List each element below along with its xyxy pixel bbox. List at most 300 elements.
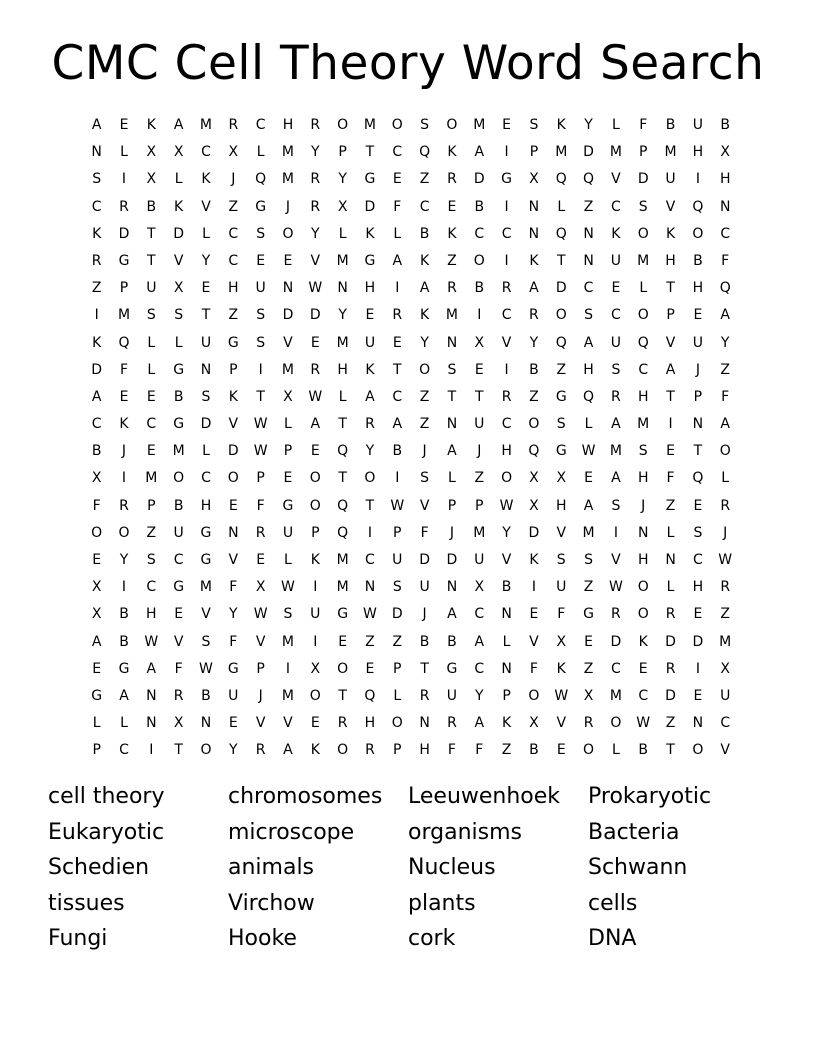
grid-row bbox=[83, 547, 739, 574]
grid-letter: N bbox=[528, 198, 540, 215]
grid-letter: R bbox=[611, 606, 621, 623]
grid-letter: C bbox=[611, 660, 621, 677]
grid-letter: K bbox=[447, 225, 457, 242]
grid-letter: P bbox=[475, 497, 484, 514]
grid-letter: Y bbox=[311, 144, 320, 161]
grid-letter: M bbox=[281, 171, 294, 188]
grid-letter: C bbox=[392, 388, 403, 405]
grid-letter: L bbox=[448, 470, 456, 487]
grid-letter: X bbox=[173, 715, 184, 732]
grid-letter: L bbox=[584, 416, 593, 433]
grid-letter: T bbox=[365, 497, 375, 514]
grid-letter: I bbox=[313, 579, 318, 596]
grid-letter: M bbox=[172, 443, 185, 460]
grid-letter: O bbox=[692, 225, 704, 242]
grid-row bbox=[83, 357, 739, 384]
grid-letter: V bbox=[665, 198, 676, 215]
grid-letter: C bbox=[173, 552, 184, 568]
grid-letter: D bbox=[173, 225, 185, 242]
page-title: CMC Cell Theory Word Search bbox=[51, 36, 765, 91]
grid-letter: U bbox=[228, 687, 239, 704]
grid-letter: X bbox=[556, 633, 567, 650]
grid-letter: V bbox=[201, 606, 211, 623]
word-list-item: chromosomes bbox=[228, 784, 383, 809]
grid-letter: Z bbox=[665, 497, 676, 514]
grid-letter: C bbox=[91, 198, 102, 215]
word-list-item: Leeuwenhoek bbox=[408, 784, 561, 809]
grid-letter: K bbox=[92, 225, 102, 242]
grid-letter: O bbox=[391, 117, 403, 133]
grid-letter: E bbox=[92, 552, 102, 568]
grid-letter: Q bbox=[255, 171, 267, 188]
grid-letter: Q bbox=[692, 470, 704, 487]
grid-letter: N bbox=[692, 715, 704, 732]
grid-letter: L bbox=[174, 171, 183, 188]
grid-letter: P bbox=[639, 144, 648, 161]
grid-letter: Z bbox=[447, 252, 457, 269]
grid-letter: V bbox=[665, 334, 676, 351]
word-list-item: Hooke bbox=[228, 926, 297, 951]
grid-letter: I bbox=[504, 144, 509, 161]
grid-letter: A bbox=[529, 280, 539, 297]
word-list bbox=[48, 779, 788, 957]
grid-letter: M bbox=[199, 117, 213, 133]
grid-letter: G bbox=[282, 497, 294, 514]
grid-letter: L bbox=[338, 388, 347, 405]
grid-letter: V bbox=[556, 715, 567, 732]
grid-row bbox=[83, 710, 739, 737]
word-list-item: Schedien bbox=[48, 855, 150, 880]
grid-letter: C bbox=[119, 742, 129, 759]
grid-letter: V bbox=[201, 198, 211, 215]
grid-letter: Q bbox=[637, 334, 649, 351]
grid-letter: V bbox=[228, 416, 239, 433]
grid-letter: L bbox=[256, 144, 265, 161]
grid-letter: B bbox=[91, 443, 102, 460]
grid-letter: Z bbox=[228, 307, 239, 324]
grid-letter: K bbox=[119, 416, 129, 433]
grid-letter: P bbox=[393, 524, 402, 541]
grid-letter: P bbox=[119, 280, 129, 297]
grid-letter: S bbox=[556, 552, 566, 568]
grid-letter: T bbox=[556, 252, 566, 269]
grid-row bbox=[83, 493, 739, 520]
grid-letter: N bbox=[637, 524, 649, 541]
grid-letter: L bbox=[338, 225, 347, 242]
grid-letter: F bbox=[447, 742, 456, 759]
grid-letter: Z bbox=[583, 198, 594, 215]
grid-letter: R bbox=[365, 416, 375, 433]
grid-letter: X bbox=[529, 715, 539, 732]
grid-letter: D bbox=[473, 171, 485, 188]
grid-letter: L bbox=[611, 742, 620, 759]
grid-letter: S bbox=[146, 552, 156, 568]
grid-letter: Q bbox=[337, 497, 349, 514]
grid-letter: V bbox=[529, 633, 539, 650]
grid-letter: P bbox=[529, 144, 539, 161]
word-list-item: Virchow bbox=[228, 890, 315, 916]
grid-letter: M bbox=[609, 443, 622, 460]
grid-letter: S bbox=[201, 633, 211, 650]
grid-letter: W bbox=[636, 715, 651, 732]
grid-letter: J bbox=[231, 171, 236, 188]
grid-letter: C bbox=[365, 552, 375, 568]
grid-letter: X bbox=[255, 579, 266, 596]
grid-letter: K bbox=[365, 361, 375, 378]
grid-letter: N bbox=[364, 579, 376, 596]
grid-letter: C bbox=[583, 280, 594, 297]
grid-letter: A bbox=[474, 715, 485, 732]
grid-letter: I bbox=[395, 470, 400, 487]
grid-letter: C bbox=[501, 225, 512, 242]
grid-letter: L bbox=[666, 524, 675, 541]
grid-letter: O bbox=[528, 416, 540, 433]
grid-letter: X bbox=[337, 198, 348, 215]
grid-letter: F bbox=[92, 497, 101, 514]
grid-letter: M bbox=[336, 552, 349, 568]
grid-letter: N bbox=[91, 144, 102, 161]
grid-letter: M bbox=[664, 144, 677, 161]
grid-letter: C bbox=[392, 144, 403, 161]
grid-letter: E bbox=[228, 497, 238, 514]
grid-letter: W bbox=[554, 687, 569, 704]
grid-letter: D bbox=[118, 225, 130, 242]
grid-row bbox=[83, 139, 739, 166]
grid-letter: Z bbox=[583, 579, 594, 596]
grid-letter: T bbox=[147, 225, 156, 242]
grid-letter: I bbox=[695, 660, 700, 677]
grid-letter: A bbox=[91, 117, 102, 133]
grid-letter: L bbox=[393, 225, 402, 242]
grid-letter: F bbox=[666, 470, 675, 487]
grid-letter: M bbox=[719, 633, 732, 650]
grid-letter: H bbox=[364, 280, 376, 297]
grid-letter: D bbox=[309, 307, 321, 324]
grid-row bbox=[83, 248, 739, 275]
grid-letter: W bbox=[363, 606, 377, 623]
grid-letter: H bbox=[419, 742, 430, 759]
grid-letter: J bbox=[422, 606, 427, 623]
grid-letter: F bbox=[639, 117, 648, 133]
grid-letter: Z bbox=[665, 715, 676, 732]
grid-letter: F bbox=[174, 660, 183, 677]
grid-letter: R bbox=[310, 361, 321, 378]
grid-letter: Y bbox=[720, 334, 730, 351]
grid-letter: L bbox=[202, 443, 210, 460]
grid-letter: O bbox=[309, 497, 321, 514]
grid-letter: P bbox=[256, 660, 265, 677]
grid-letter: S bbox=[638, 443, 648, 460]
grid-letter: O bbox=[528, 687, 540, 704]
grid-letter: A bbox=[474, 144, 485, 161]
grid-letter: S bbox=[92, 171, 102, 188]
grid-letter: C bbox=[474, 660, 485, 677]
grid-letter: J bbox=[121, 443, 127, 460]
grid-letter: S bbox=[256, 334, 266, 351]
grid-letter: A bbox=[119, 687, 129, 704]
grid-letter: D bbox=[637, 171, 649, 188]
word-list-item: Eukaryotic bbox=[48, 819, 165, 845]
grid-letter: I bbox=[367, 524, 373, 541]
grid-letter: I bbox=[313, 633, 318, 650]
grid-letter: U bbox=[255, 280, 266, 297]
grid-letter: A bbox=[447, 443, 457, 460]
grid-letter: E bbox=[338, 633, 348, 650]
grid-letter: A bbox=[91, 633, 102, 650]
grid-letter: C bbox=[255, 117, 266, 133]
grid-letter: O bbox=[337, 742, 349, 759]
grid-letter: I bbox=[504, 198, 509, 215]
grid-letter: O bbox=[200, 742, 212, 759]
grid-letter: Z bbox=[228, 198, 239, 215]
grid-letter: O bbox=[473, 252, 485, 269]
grid-letter: W bbox=[718, 552, 733, 568]
grid-letter: O bbox=[637, 579, 649, 596]
grid-letter: H bbox=[228, 280, 239, 297]
grid-letter: V bbox=[173, 633, 184, 650]
grid-letter: X bbox=[556, 470, 567, 487]
grid-letter: A bbox=[474, 633, 485, 650]
grid-letter: B bbox=[693, 252, 703, 269]
grid-letter: C bbox=[474, 225, 485, 242]
grid-letter: S bbox=[201, 388, 211, 405]
word-list-item: cork bbox=[408, 926, 456, 951]
word-list-item: DNA bbox=[588, 926, 637, 951]
grid-letter: N bbox=[146, 715, 157, 732]
grid-letter: O bbox=[637, 606, 649, 623]
grid-letter: F bbox=[393, 198, 402, 215]
grid-letter: C bbox=[501, 307, 512, 324]
grid-letter: M bbox=[637, 252, 650, 269]
grid-letter: E bbox=[392, 334, 402, 351]
grid-row bbox=[83, 465, 739, 492]
grid-letter: W bbox=[253, 606, 268, 623]
grid-letter: I bbox=[121, 171, 127, 188]
grid-letter: D bbox=[528, 524, 540, 541]
grid-letter: P bbox=[447, 497, 457, 514]
grid-letter: Z bbox=[419, 416, 430, 433]
grid-letter: H bbox=[692, 144, 704, 161]
grid-letter: E bbox=[666, 443, 675, 460]
grid-letter: M bbox=[336, 334, 349, 351]
grid-letter: M bbox=[363, 117, 376, 133]
grid-letter: K bbox=[92, 334, 102, 351]
grid-letter: Z bbox=[501, 742, 512, 759]
grid-letter: T bbox=[693, 443, 703, 460]
grid-letter: T bbox=[338, 416, 347, 433]
grid-letter: R bbox=[611, 388, 621, 405]
grid-row bbox=[83, 574, 739, 601]
grid-letter: I bbox=[258, 361, 263, 378]
grid-letter: F bbox=[229, 633, 238, 650]
grid-letter: X bbox=[529, 497, 539, 514]
grid-letter: Y bbox=[201, 252, 211, 269]
grid-letter: C bbox=[228, 252, 239, 269]
grid-letter: E bbox=[310, 715, 320, 732]
grid-letter: I bbox=[477, 307, 482, 324]
word-list-item: Prokaryotic bbox=[588, 784, 712, 809]
grid-letter: H bbox=[637, 552, 649, 568]
grid-letter: E bbox=[283, 252, 293, 269]
grid-letter: V bbox=[611, 552, 621, 568]
grid-letter: B bbox=[529, 361, 539, 378]
grid-letter: T bbox=[256, 388, 265, 405]
grid-letter: G bbox=[118, 660, 130, 677]
grid-letter: E bbox=[392, 171, 402, 188]
grid-letter: V bbox=[283, 334, 293, 351]
grid-letter: G bbox=[173, 361, 185, 378]
grid-letter: E bbox=[693, 687, 703, 704]
grid-letter: D bbox=[419, 552, 430, 568]
grid-letter: E bbox=[310, 443, 320, 460]
grid-letter: C bbox=[146, 579, 157, 596]
grid-letter: R bbox=[529, 307, 539, 324]
grid-letter: R bbox=[119, 497, 129, 514]
grid-row bbox=[83, 221, 739, 248]
grid-letter: C bbox=[692, 552, 703, 568]
grid-letter: Q bbox=[583, 388, 595, 405]
grid-letter: Z bbox=[392, 633, 403, 650]
grid-letter: C bbox=[611, 307, 621, 324]
grid-letter: R bbox=[665, 606, 676, 623]
grid-letter: M bbox=[609, 687, 622, 704]
grid-letter: V bbox=[255, 633, 266, 650]
grid-row bbox=[83, 194, 739, 221]
grid-letter: E bbox=[201, 280, 211, 297]
grid-letter: S bbox=[420, 117, 430, 133]
grid-letter: L bbox=[174, 334, 183, 351]
grid-row bbox=[83, 302, 739, 329]
grid-letter: N bbox=[692, 416, 704, 433]
grid-letter: O bbox=[637, 225, 649, 242]
grid-letter: R bbox=[392, 307, 403, 324]
grid-letter: X bbox=[310, 660, 321, 677]
grid-letter: H bbox=[692, 579, 704, 596]
grid-letter: T bbox=[338, 687, 347, 704]
grid-letter: I bbox=[285, 660, 291, 677]
grid-letter: Y bbox=[338, 307, 347, 324]
grid-letter: P bbox=[693, 388, 703, 405]
grid-letter: E bbox=[92, 660, 102, 677]
grid-letter: G bbox=[364, 171, 376, 188]
grid-row bbox=[83, 438, 739, 465]
grid-letter: S bbox=[256, 307, 266, 324]
grid-letter: N bbox=[665, 552, 676, 568]
grid-letter: K bbox=[310, 552, 320, 568]
grid-letter: N bbox=[583, 225, 594, 242]
grid-letter: L bbox=[147, 361, 156, 378]
grid-letter: A bbox=[720, 416, 730, 433]
grid-letter: R bbox=[173, 687, 184, 704]
grid-letter: X bbox=[173, 280, 184, 297]
grid-letter: W bbox=[253, 443, 268, 460]
grid-letter: I bbox=[668, 416, 673, 433]
grid-letter: Q bbox=[118, 334, 130, 351]
grid-letter: E bbox=[584, 470, 593, 487]
grid-letter: S bbox=[584, 307, 594, 324]
grid-letter: C bbox=[419, 198, 430, 215]
grid-letter: I bbox=[695, 171, 700, 188]
grid-letter: H bbox=[719, 171, 731, 188]
grid-letter: M bbox=[281, 633, 294, 650]
grid-letter: R bbox=[310, 117, 321, 133]
grid-letter: U bbox=[692, 334, 703, 351]
grid-letter: Z bbox=[365, 633, 375, 650]
grid-letter: J bbox=[422, 443, 427, 460]
grid-letter: I bbox=[613, 524, 618, 541]
grid-letter: T bbox=[420, 660, 429, 677]
grid-letter: B bbox=[119, 633, 129, 650]
grid-letter: B bbox=[447, 633, 457, 650]
grid-letter: Y bbox=[229, 742, 238, 759]
grid-letter: Q bbox=[555, 171, 567, 188]
grid-letter: V bbox=[419, 497, 430, 514]
grid-letter: L bbox=[284, 416, 292, 433]
grid-letter: M bbox=[117, 307, 131, 324]
grid-letter: M bbox=[473, 524, 486, 541]
grid-letter: C bbox=[638, 361, 649, 378]
grid-letter: A bbox=[447, 606, 457, 623]
grid-letter: Q bbox=[555, 225, 567, 242]
grid-letter: N bbox=[719, 198, 731, 215]
grid-letter: N bbox=[282, 280, 294, 297]
grid-letter: N bbox=[337, 280, 348, 297]
grid-letter: A bbox=[611, 470, 621, 487]
grid-letter: W bbox=[499, 497, 514, 514]
grid-letter: K bbox=[611, 225, 621, 242]
grid-letter: T bbox=[365, 144, 375, 161]
grid-letter: O bbox=[501, 470, 513, 487]
grid-letter: X bbox=[583, 687, 594, 704]
grid-letter: M bbox=[555, 144, 568, 161]
grid-letter: E bbox=[310, 334, 320, 351]
grid-letter: O bbox=[337, 660, 349, 677]
grid-letter: O bbox=[309, 470, 321, 487]
grid-letter: E bbox=[693, 497, 703, 514]
grid-letter: H bbox=[146, 606, 157, 623]
word-list-item: animals bbox=[228, 855, 315, 880]
grid-letter: F bbox=[529, 660, 538, 677]
grid-letter: K bbox=[501, 715, 512, 732]
grid-letter: X bbox=[228, 144, 239, 161]
grid-letter: S bbox=[693, 524, 703, 541]
grid-letter: Y bbox=[229, 606, 238, 623]
grid-letter: J bbox=[258, 687, 263, 704]
grid-letter: G bbox=[227, 660, 239, 677]
grid-letter: K bbox=[201, 171, 211, 188]
grid-letter: N bbox=[419, 715, 430, 732]
grid-letter: Z bbox=[91, 280, 102, 297]
grid-letter: M bbox=[281, 144, 294, 161]
grid-letter: K bbox=[174, 198, 184, 215]
grid-letter: D bbox=[200, 416, 212, 433]
grid-letter: O bbox=[118, 524, 130, 541]
grid-letter: O bbox=[583, 742, 595, 759]
grid-letter: R bbox=[447, 715, 457, 732]
grid-letter: L bbox=[721, 470, 730, 487]
grid-letter: S bbox=[420, 470, 430, 487]
grid-letter: C bbox=[638, 687, 649, 704]
grid-letter: T bbox=[201, 307, 211, 324]
grid-letter: O bbox=[91, 524, 103, 541]
grid-letter: E bbox=[146, 388, 156, 405]
grid-letter: E bbox=[146, 443, 156, 460]
grid-letter: L bbox=[92, 715, 101, 732]
grid-row bbox=[83, 166, 739, 193]
grid-letter: E bbox=[693, 307, 703, 324]
grid-letter: S bbox=[447, 361, 457, 378]
grid-letter: A bbox=[365, 388, 375, 405]
